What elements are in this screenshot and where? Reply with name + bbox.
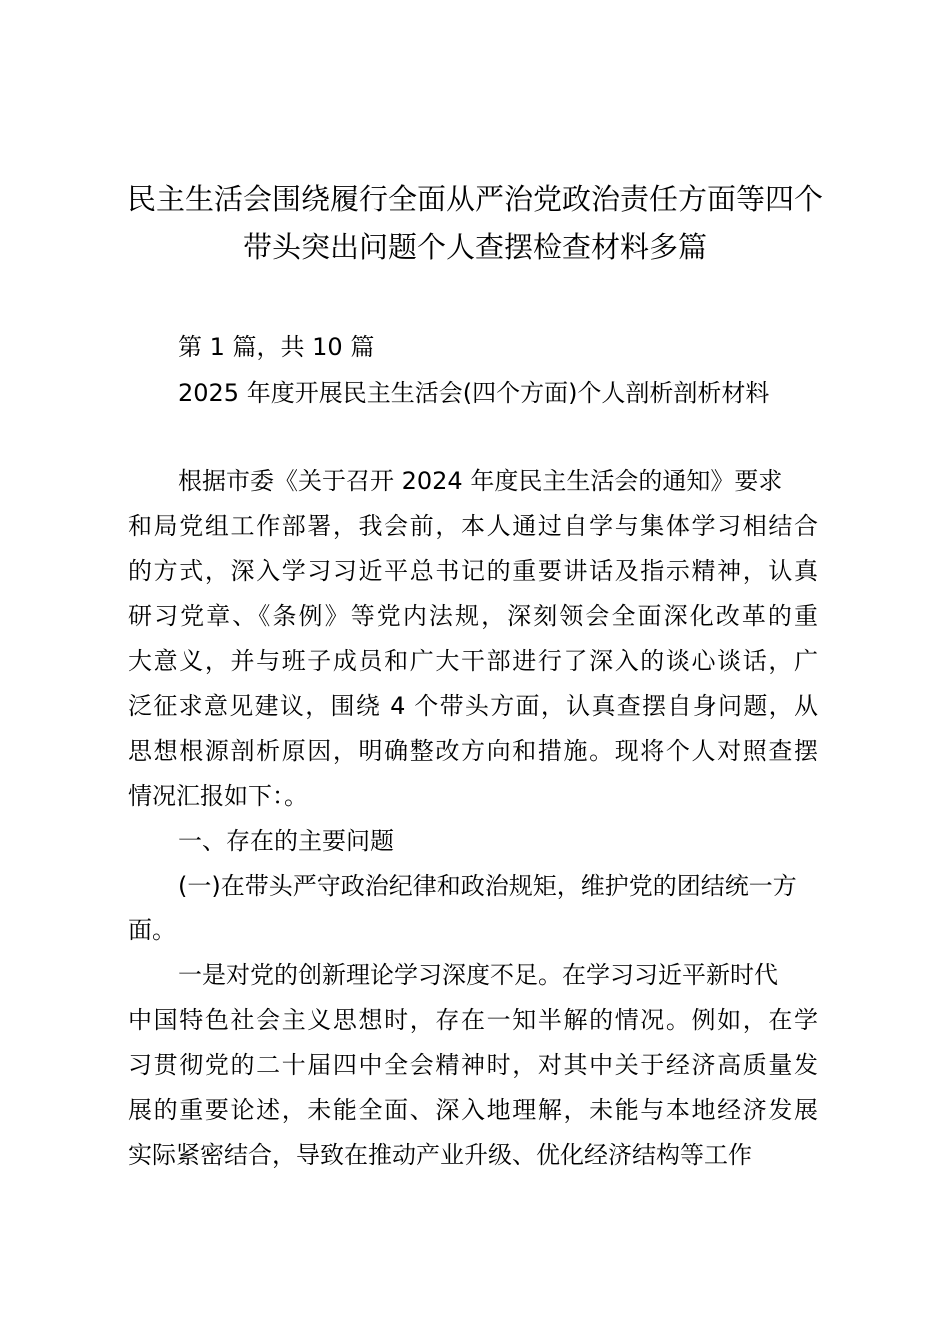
- subsection-heading-line: 面。: [128, 916, 176, 944]
- paragraph-line: 研习党章、《条例》等党内法规，深刻领会全面深化改革的重: [128, 602, 818, 630]
- part-label: 第 1 篇，共 10 篇: [178, 333, 375, 361]
- paragraph-line: 习贯彻党的二十届四中全会精神时，对其中关于经济高质量发: [128, 1051, 818, 1079]
- paragraph-line: 的方式，深入学习习近平总书记的重要讲话及指示精神，认真: [128, 557, 818, 585]
- subsection-heading-line: (一)在带头严守政治纪律和政治规矩，维护党的团结统一方: [178, 872, 797, 900]
- paragraph-line: 中国特色社会主义思想时，存在一知半解的情况。例如，在学: [128, 1006, 818, 1034]
- paragraph-line: 和局党组工作部署，我会前，本人通过自学与集体学习相结合: [128, 512, 818, 540]
- document-title-line-2: 带头突出问题个人查摆检查材料多篇: [242, 230, 707, 264]
- paragraph-line: 实际紧密结合，导致在推动产业升级、优化经济结构等工作: [128, 1141, 752, 1169]
- paragraph-line: 泛征求意见建议，围绕 4 个带头方面，认真查摆自身问题，从: [128, 692, 818, 720]
- document-subtitle: 2025 年度开展民主生活会(四个方面)个人剖析剖析材料: [178, 379, 770, 407]
- document-title-line-1: 民主生活会围绕履行全面从严治党政治责任方面等四个: [126, 182, 823, 216]
- paragraph-line: 根据市委《关于召开 2024 年度民主生活会的通知》要求: [178, 467, 783, 495]
- paragraph-line: 思想根源剖析原因，明确整改方向和措施。现将个人对照查摆: [128, 737, 818, 765]
- paragraph-line: 情况汇报如下：。: [128, 782, 308, 810]
- paragraph-line: 展的重要论述，未能全面、深入地理解，未能与本地经济发展: [128, 1096, 818, 1124]
- paragraph-line: 一是对党的创新理论学习深度不足。在学习习近平新时代: [178, 961, 778, 989]
- section-heading: 一、存在的主要问题: [178, 827, 394, 855]
- paragraph-line: 大意义，并与班子成员和广大干部进行了深入的谈心谈话，广: [128, 647, 818, 675]
